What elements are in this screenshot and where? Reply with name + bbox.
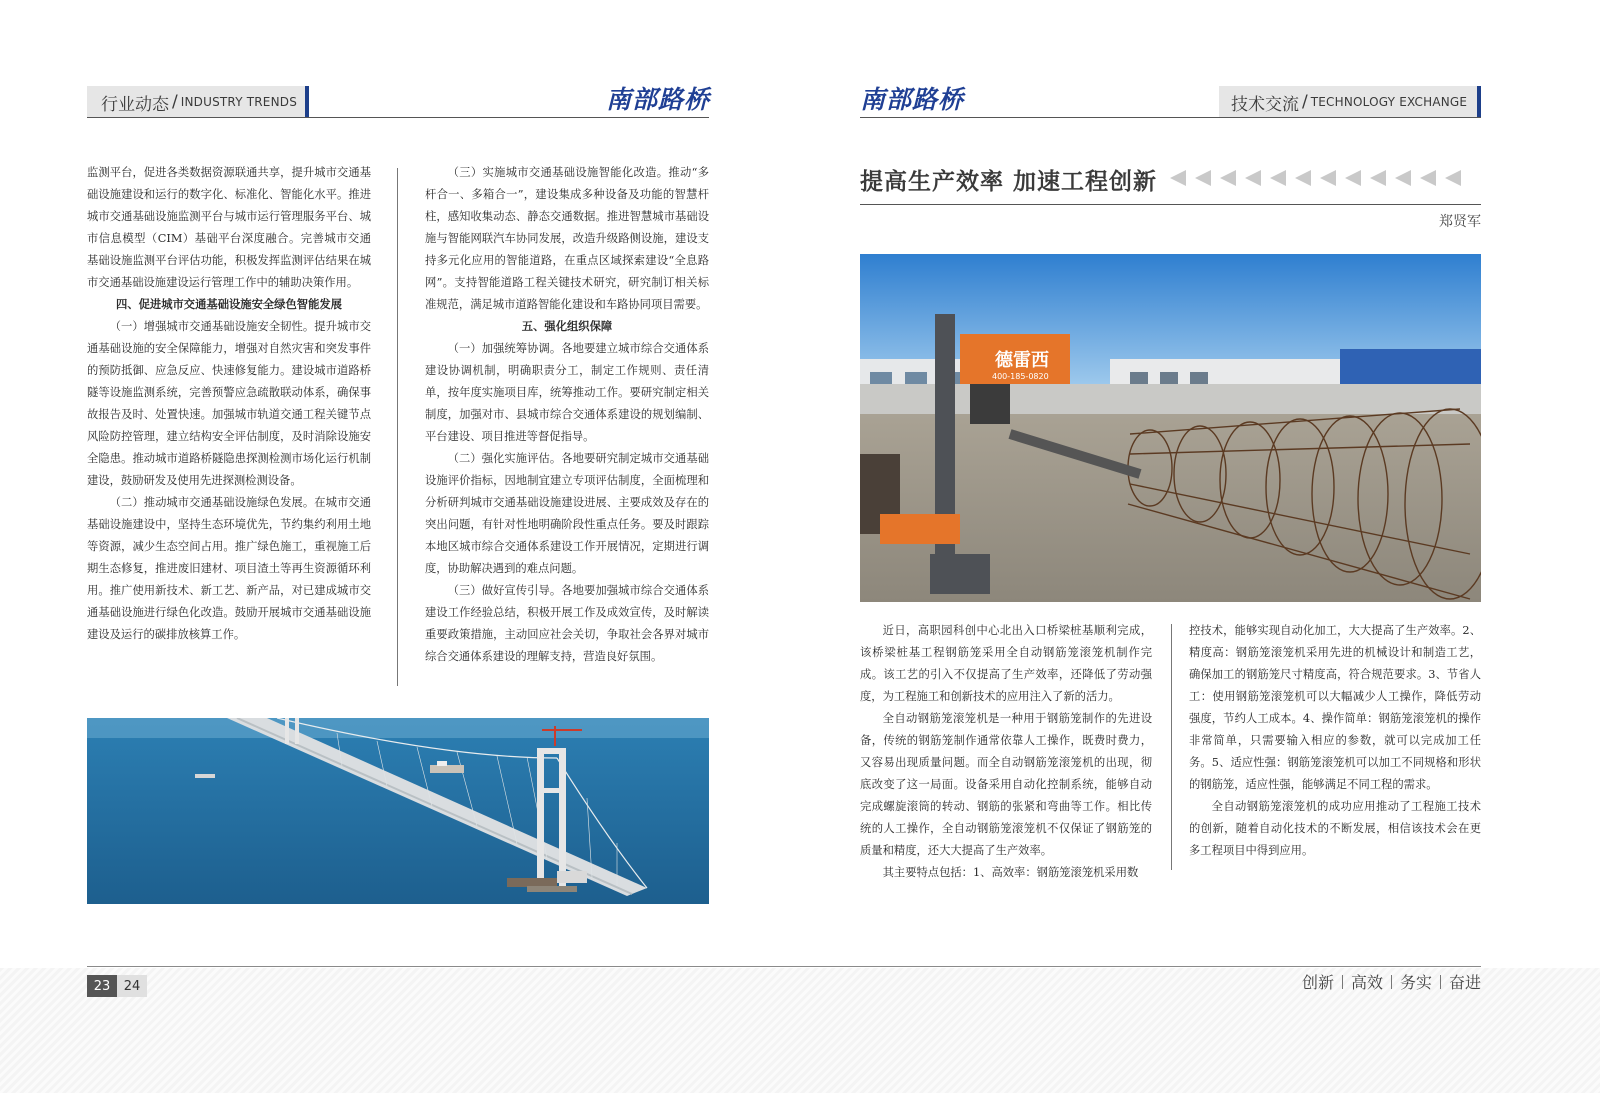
paragraph: 全自动钢筋笼滚笼机是一种用于钢筋笼制作的先进设备，传统的钢筋笼制作通常依靠人工操作，既费时费力，又容易出现质量问题。而全自动钢筋笼滚笼机的出现，彻底改变了这一局面。设备采用自动化控制系统，能够自动完成螺旋滚筒的转动、钢筋的张紧和弯曲等工作。相比传统的人工操作，全自动钢筋笼滚笼机不仅保证了钢筋笼的质量和精度，还大大提高了生产效率。 — [860, 712, 1152, 857]
page-number-right: 24 — [117, 975, 147, 997]
right-header-rule — [860, 117, 1481, 118]
article-title: 提高生产效率 加速工程创新 — [860, 169, 1158, 195]
section-title-cn: 技术交流 — [1231, 94, 1299, 115]
title-rule — [860, 204, 1481, 205]
bridge-photo-illustration — [87, 718, 709, 904]
section-title-en: INDUSTRY TRENDS — [180, 95, 298, 109]
arrow-left-icon — [1245, 170, 1261, 186]
page-number-left: 23 — [87, 975, 117, 997]
section-title-en: TECHNOLOGY EXCHANGE — [1310, 95, 1468, 109]
left-header-rule — [87, 117, 709, 118]
paragraph: 其主要特点包括：1、高效率：钢筋笼滚笼机采用数 — [882, 866, 1139, 879]
bridge-photo — [87, 718, 709, 904]
slogan-word: 务实 — [1399, 973, 1432, 992]
paragraph: 全自动钢筋笼滚笼机的成功应用推动了工程施工技术的创新，随着自动化技术的不断发展，相信该技术会在更多工程项目中得到应用。 — [1189, 800, 1481, 857]
slogan-word: 奋进 — [1448, 973, 1481, 992]
arrow-left-icon — [1445, 170, 1461, 186]
article-author: 郑贤军 — [1439, 214, 1481, 230]
paragraph: 监测平台，促进各类数据资源联通共享，提升城市交通基础设施建设和运行的数字化、标准化、智能化水平。推进城市交通基础设施监测平台与城市运行管理服务平台、城市信息模型（CIM）基础平台深度融合。完善城市交通基础设施监测平台评估功能，积极发挥监测评估结果在城市交通基础设施建设运行管理工作中的辅助决策作用。 — [87, 166, 371, 289]
paragraph: （二）推动城市交通基础设施绿色发展。在城市交通基础设施建设中，坚持生态环境优先，节约集约利用土地等资源，减少生态空间占用。推广绿色施工，重视施工后期生态修复，推进废旧建材、项目渣土等再生资源循环利用。推广使用新技术、新工艺、新产品，对已建成城市交通基础设施进行绿色化改造。鼓励开展城市交通基础设施建设及运行的碳排放核算工作。 — [87, 496, 371, 641]
arrow-left-icon — [1220, 170, 1236, 186]
left-column-1 — [87, 162, 371, 646]
left-column-2 — [425, 162, 709, 668]
arrow-left-icon — [1345, 170, 1361, 186]
right-column-divider — [1171, 624, 1172, 870]
right-column-2 — [1189, 620, 1481, 862]
arrow-left-icon — [1270, 170, 1286, 186]
section-subheading: 五、强化组织保障 — [521, 320, 613, 333]
left-column-divider — [397, 168, 398, 686]
paragraph: （三）做好宣传引导。各地要加强城市综合交通体系建设工作经验总结，积极开展工作及成效宣传，及时解读重要政策措施，主动回应社会关切，争取社会各界对城市综合交通体系建设的理解支持，营造良好氛围。 — [425, 584, 709, 663]
arrow-left-icon — [1170, 170, 1186, 186]
footer-rule — [87, 966, 1481, 967]
title-decoration — [1170, 170, 1461, 186]
arrow-left-icon — [1370, 170, 1386, 186]
cage-machine-illustration — [860, 254, 1481, 602]
arrow-left-icon — [1320, 170, 1336, 186]
paragraph: （二）强化实施评估。各地要研究制定城市交通基础设施评价指标，因地制宜建立专项评估制度，全面梳理和分析研判城市交通基础设施建设进展、主要成效及存在的突出问题，有针对性地明确阶段性重点任务。要及时跟踪本地区城市综合交通体系建设工作开展情况，定期进行调度，协助解决遇到的难点问题。 — [425, 452, 709, 575]
machine-phone: 400-185-0820 — [992, 372, 1049, 381]
paragraph: 控技术，能够实现自动化加工，大大提高了生产效率。2、精度高：钢筋笼滚笼机采用先进的机械设计和制造工艺，确保加工的钢筋笼尺寸精度高，符合规范要求。3、节省人工：使用钢筋笼滚笼机可以大幅减少人工操作，降低劳动强度，节约人工成本。4、操作简单：钢筋笼滚笼机的操作非常简单，只需要输入相应的参数，就可以完成加工任务。5、适应性强：钢筋笼滚笼机可以加工不同规格和形状的钢筋笼，适应性强，能够满足不同工程的需求。 — [1189, 624, 1481, 791]
slogan-divider — [1440, 975, 1441, 989]
section-tab-technology-exchange — [1219, 86, 1481, 118]
section-tab-industry-trends — [87, 86, 309, 118]
section-subheading: 四、促进城市交通基础设施安全绿色智能发展 — [116, 298, 342, 311]
section-title-slash: / — [172, 92, 178, 112]
paragraph: （一）加强统筹协调。各地要建立城市综合交通体系建设协调机制，明确职责分工，制定工作规则、责任清单，按年度实施项目库，统筹推动工作。要研究制定相关制度，加强对市、县城市综合交通体系建设的规划编制、平台建设、项目推进等督促指导。 — [425, 342, 709, 443]
paragraph: 近日，高职园科创中心北出入口桥梁桩基顺利完成，该桥梁桩基工程钢筋笼采用全自动钢筋笼滚笼机制作完成。该工艺的引入不仅提高了生产效率，还降低了劳动强度，为工程施工和创新技术的应用注入了新的活力。 — [860, 624, 1152, 703]
footer-slogan — [1302, 970, 1481, 993]
arrow-left-icon — [1420, 170, 1436, 186]
paragraph: （三）实施城市交通基础设施智能化改造。推动“多杆合一、多箱合一”，建设集成多种设备及功能的智慧杆柱，感知收集动态、静态交通数据。推进智慧城市基础设施与智能网联汽车协同发展，改造升级路侧设施，建设支持多元化应用的智能道路，在重点区域探索建设“全息路网”。支持智能道路工程关键技术研究，研究制订相关标准规范，满足城市道路智能化建设和车路协同项目需要。 — [425, 166, 709, 311]
slogan-word: 创新 — [1301, 973, 1334, 992]
section-title-slash: / — [1302, 92, 1308, 112]
paragraph: （一）增强城市交通基础设施安全韧性。提升城市交通基础设施的安全保障能力，增强对自然灾害和突发事件的预防抵御、应急反应、快速修复能力。建设城市道路桥隧等设施监测系统，完善预警应急疏散联动体系，确保事故报告及时、处置快速。加强城市轨道交通工程关键节点风险防控管理，建立结构安全评估制度，及时消除设施安全隐患。推动城市道路桥隧隐患探测检测市场化运行机制建设，鼓励研发及使用先进探测检测设备。 — [87, 320, 371, 487]
slogan-word: 高效 — [1350, 973, 1383, 992]
machine-sign: 德雷西 — [995, 350, 1049, 371]
slogan-divider — [1391, 975, 1392, 989]
cage-machine-photo — [860, 254, 1481, 602]
right-logo: 南部路桥 — [860, 85, 965, 114]
arrow-left-icon — [1195, 170, 1211, 186]
right-column-1 — [860, 620, 1152, 884]
left-logo: 南部路桥 — [606, 85, 711, 114]
section-title-cn: 行业动态 — [101, 94, 169, 115]
slogan-divider — [1342, 975, 1343, 989]
arrow-left-icon — [1395, 170, 1411, 186]
arrow-left-icon — [1295, 170, 1311, 186]
